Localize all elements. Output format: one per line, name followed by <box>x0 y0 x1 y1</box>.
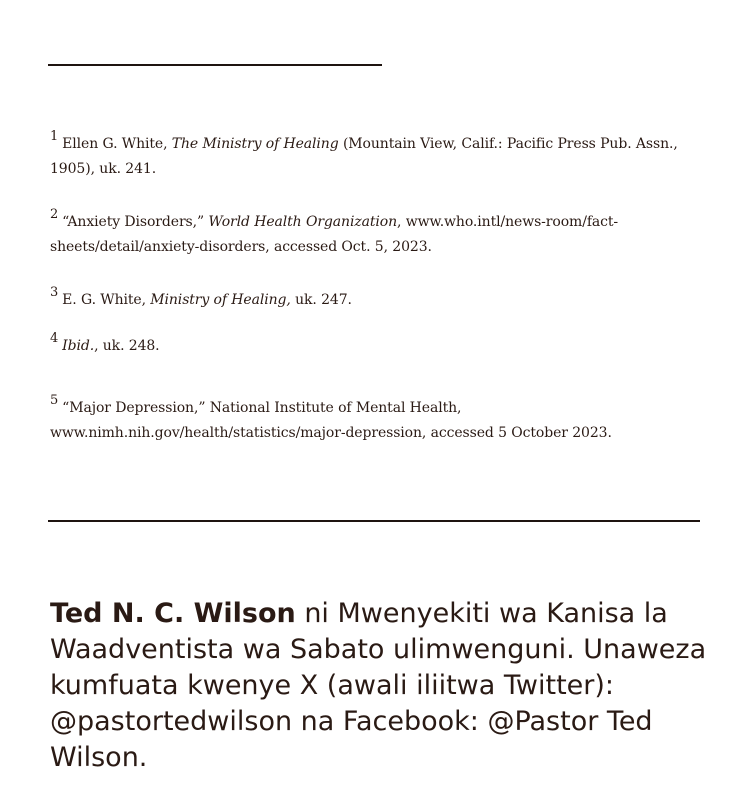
footnote-number: 3 <box>50 285 59 300</box>
footnote-4 <box>50 331 680 359</box>
footnote-text: E. G. White, <box>62 292 151 308</box>
footnote-text: Ellen G. White, <box>62 136 172 152</box>
footnote-number: 1 <box>50 129 59 144</box>
top-divider <box>48 64 382 66</box>
footnote-text: (Mountain View, Calif.: Pacific Press Pub. Assn., 1905), uk. 241. <box>50 136 678 177</box>
footnote-text: uk. 247. <box>290 292 352 308</box>
footnote-number: 4 <box>50 331 59 346</box>
footnote-3 <box>50 285 680 313</box>
author-bio <box>50 596 710 776</box>
footnote-5 <box>50 393 680 445</box>
footnote-number: 5 <box>50 393 59 408</box>
footnote-1 <box>50 129 680 181</box>
footnote-text: , www.who.intl/news-room/fact-sheets/detail/anxiety-disorders, accessed Oct. 5, 2023. <box>50 214 619 255</box>
footnote-text: , uk. 248. <box>94 338 160 354</box>
section-divider <box>48 520 700 522</box>
author-name: Ted N. C. Wilson <box>50 598 296 629</box>
footnote-italic-title: Ministry of Healing, <box>150 292 291 308</box>
footnote-italic-title: Ibid. <box>62 338 95 354</box>
footnote-number: 2 <box>50 207 59 222</box>
footnote-italic-title: The Ministry of Healing <box>171 136 343 152</box>
footnote-text: “Major Depression,” National Institute of Mental Health, www.nimh.nih.gov/health/statistics/major-depression, accessed 5 October 2023. <box>50 400 612 441</box>
author-bio-text: ni Mwenyekiti wa Kanisa la Waadventista wa Sabato ulimwenguni. Unaweza kumfuata kwenye X (awali iliitwa Twitter): @pastortedwilson na Facebook: @Pastor Ted Wilson. <box>50 598 707 773</box>
footnote-italic-title: World Health Organization <box>208 214 397 230</box>
footnote-text: “Anxiety Disorders,” <box>62 214 209 230</box>
footnote-2 <box>50 207 680 259</box>
